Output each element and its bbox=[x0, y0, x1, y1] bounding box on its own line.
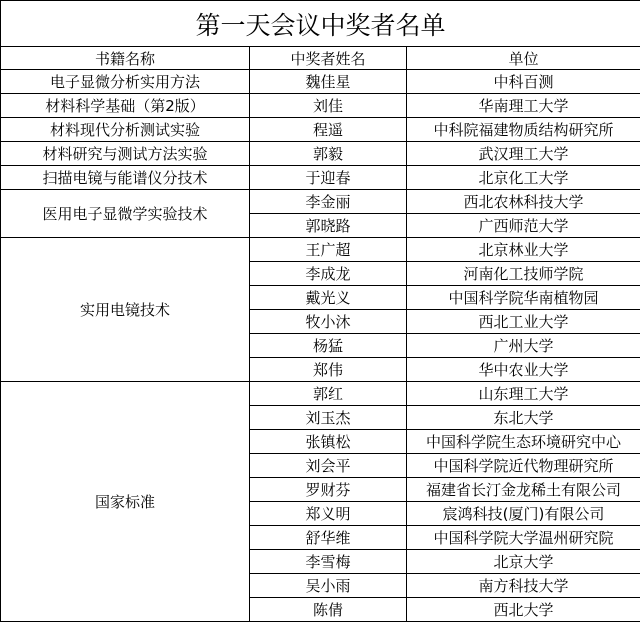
book-title-cell: 实用电镜技术 bbox=[1, 238, 250, 382]
winner-name-cell: 戴光义 bbox=[250, 286, 407, 310]
winner-name-cell: 刘会平 bbox=[250, 454, 407, 478]
winner-name-cell: 李雪梅 bbox=[250, 550, 407, 574]
winner-name-cell: 郭晓路 bbox=[250, 214, 407, 238]
book-title-cell: 国家标准 bbox=[1, 382, 250, 622]
unit-cell: 北京大学 bbox=[407, 550, 640, 574]
winner-name-cell: 程遥 bbox=[250, 118, 407, 142]
winner-name-cell: 陈倩 bbox=[250, 598, 407, 622]
table-row bbox=[1, 70, 640, 94]
unit-cell: 宸鸿科技(厦门)有限公司 bbox=[407, 502, 640, 526]
table-row bbox=[1, 118, 640, 142]
book-title-cell: 材料现代分析测试实验 bbox=[1, 118, 250, 142]
unit-cell: 南方科技大学 bbox=[407, 574, 640, 598]
winner-name-cell: 刘佳 bbox=[250, 94, 407, 118]
unit-cell: 中国科学院生态环境研究中心 bbox=[407, 430, 640, 454]
book-title-cell: 电子显微分析实用方法 bbox=[1, 70, 250, 94]
table-row bbox=[1, 190, 640, 214]
header-unit: 单位 bbox=[407, 47, 640, 70]
winner-name-cell: 于迎春 bbox=[250, 166, 407, 190]
table-row bbox=[1, 166, 640, 190]
unit-cell: 山东理工大学 bbox=[407, 382, 640, 406]
winner-name-cell: 李金丽 bbox=[250, 190, 407, 214]
winner-name-cell: 魏佳星 bbox=[250, 70, 407, 94]
unit-cell: 中科百测 bbox=[407, 70, 640, 94]
unit-cell: 广州大学 bbox=[407, 334, 640, 358]
header-winner: 中奖者姓名 bbox=[250, 47, 407, 70]
winner-name-cell: 郑伟 bbox=[250, 358, 407, 382]
table-row bbox=[1, 94, 640, 118]
winner-name-cell: 舒华维 bbox=[250, 526, 407, 550]
winner-name-cell: 罗财芬 bbox=[250, 478, 407, 502]
table-row bbox=[1, 238, 640, 262]
unit-cell: 华中农业大学 bbox=[407, 358, 640, 382]
unit-cell: 西北大学 bbox=[407, 598, 640, 622]
table-body bbox=[1, 1, 640, 622]
winner-name-cell: 杨猛 bbox=[250, 334, 407, 358]
unit-cell: 华南理工大学 bbox=[407, 94, 640, 118]
unit-cell: 中国科学院近代物理研究所 bbox=[407, 454, 640, 478]
header-row bbox=[1, 47, 640, 70]
unit-cell: 福建省长汀金龙稀土有限公司 bbox=[407, 478, 640, 502]
unit-cell: 东北大学 bbox=[407, 406, 640, 430]
unit-cell: 广西师范大学 bbox=[407, 214, 640, 238]
book-title-cell: 扫描电镜与能谱仪分技术 bbox=[1, 166, 250, 190]
winner-name-cell: 吴小雨 bbox=[250, 574, 407, 598]
winner-name-cell: 李成龙 bbox=[250, 262, 407, 286]
winner-name-cell: 刘玉杰 bbox=[250, 406, 407, 430]
unit-cell: 中国科学院华南植物园 bbox=[407, 286, 640, 310]
book-title-cell: 材料研究与测试方法实验 bbox=[1, 142, 250, 166]
book-title-cell: 医用电子显微学实验技术 bbox=[1, 190, 250, 238]
table-row bbox=[1, 382, 640, 406]
winner-name-cell: 张镇松 bbox=[250, 430, 407, 454]
table-row bbox=[1, 142, 640, 166]
unit-cell: 河南化工技师学院 bbox=[407, 262, 640, 286]
unit-cell: 北京化工大学 bbox=[407, 166, 640, 190]
winner-name-cell: 王广超 bbox=[250, 238, 407, 262]
unit-cell: 西北农林科技大学 bbox=[407, 190, 640, 214]
unit-cell: 中国科学院大学温州研究院 bbox=[407, 526, 640, 550]
unit-cell: 武汉理工大学 bbox=[407, 142, 640, 166]
header-book: 书籍名称 bbox=[1, 47, 250, 70]
unit-cell: 西北工业大学 bbox=[407, 310, 640, 334]
winner-name-cell: 郭毅 bbox=[250, 142, 407, 166]
winner-name-cell: 郭红 bbox=[250, 382, 407, 406]
book-title-cell: 材料科学基础（第2版） bbox=[1, 94, 250, 118]
winner-name-cell: 郑义明 bbox=[250, 502, 407, 526]
unit-cell: 中科院福建物质结构研究所 bbox=[407, 118, 640, 142]
winner-name-cell: 牧小沐 bbox=[250, 310, 407, 334]
unit-cell: 北京林业大学 bbox=[407, 238, 640, 262]
table-title: 第一天会议中奖者名单 bbox=[1, 1, 640, 47]
